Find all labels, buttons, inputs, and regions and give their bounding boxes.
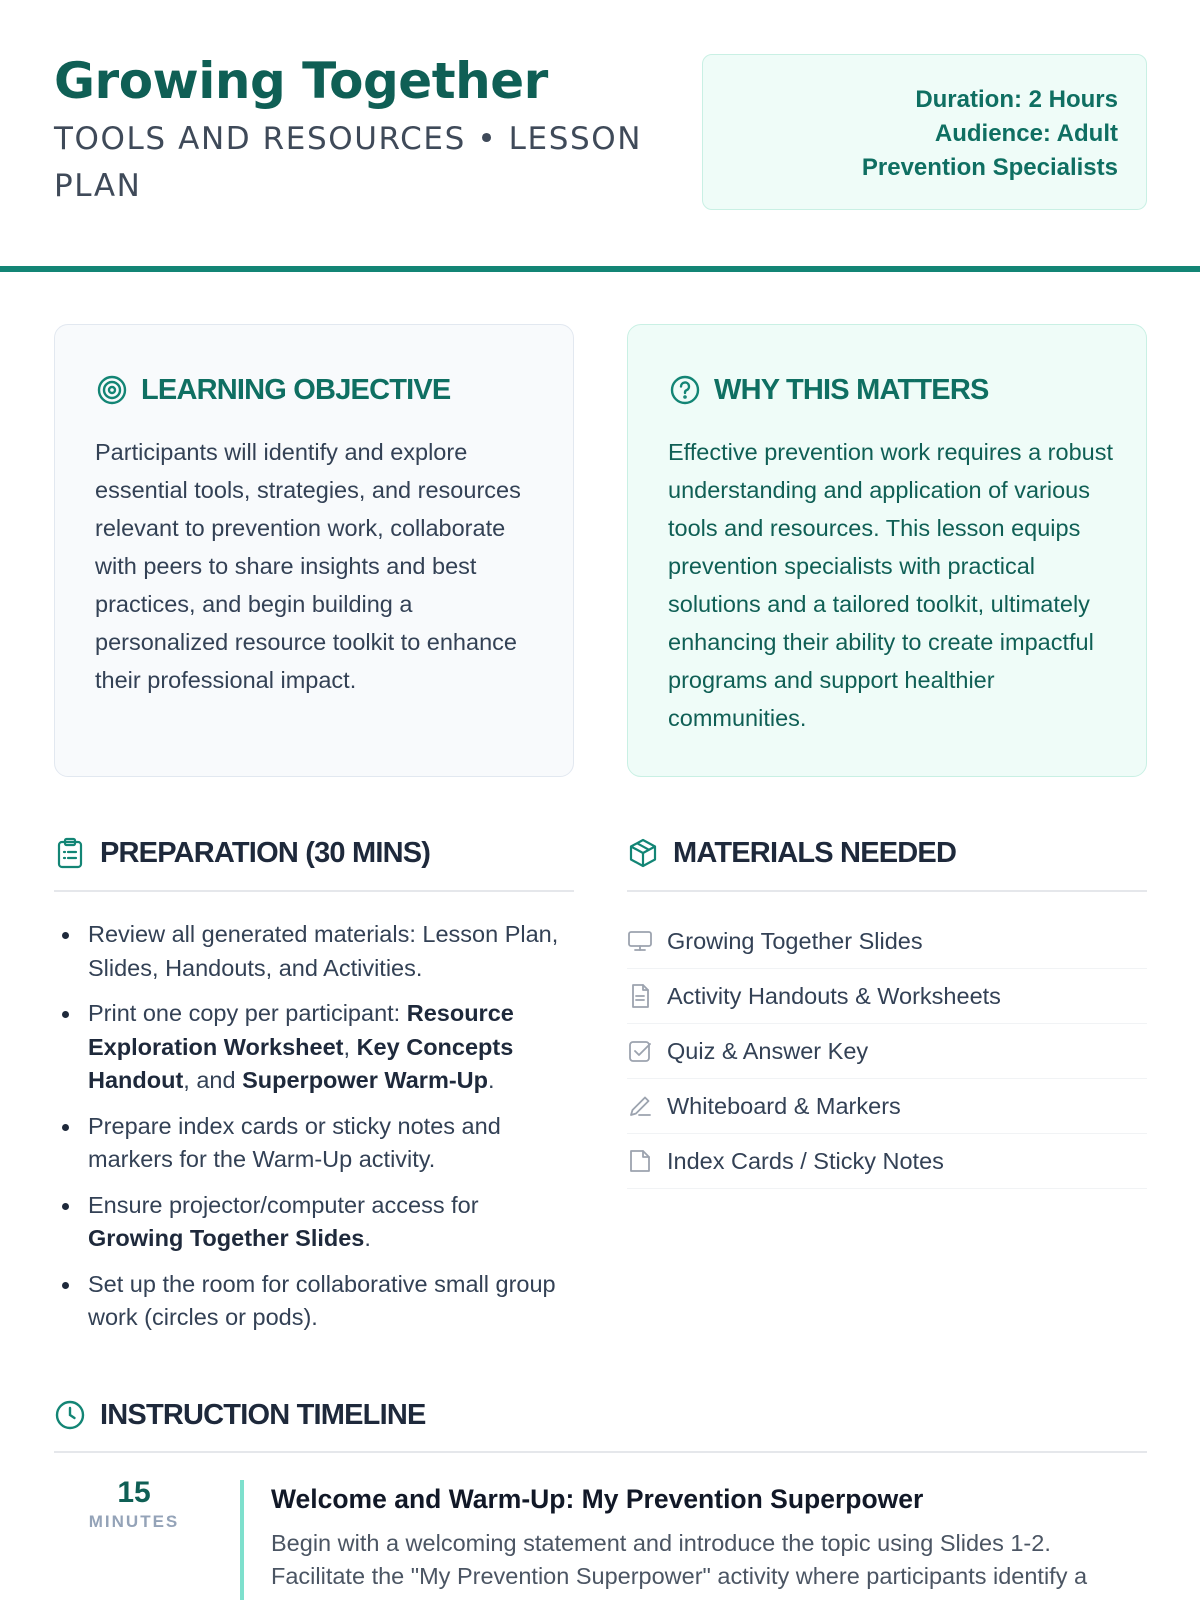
preparation-title: PREPARATION (30 MINS) — [100, 836, 431, 869]
timeline-header — [54, 1395, 426, 1435]
list-item — [627, 1024, 1147, 1079]
list-item: Set up the room for collaborative small group work (circles or pods). — [54, 1268, 574, 1335]
audience-text: Audience: Adult Prevention Specialists — [861, 120, 1118, 181]
timeline-minutes: 15 — [117, 1476, 151, 1509]
material-label: Quiz & Answer Key — [667, 1037, 869, 1064]
list-item: Prepare index cards or sticky notes and markers for the Warm-Up activity. — [54, 1110, 574, 1177]
material-label: Growing Together Slides — [667, 927, 923, 954]
page-header — [0, 0, 1200, 272]
why-this-matters-text: Effective prevention work requires a robust understanding and application of various tools and resources. This lesson equips prevention specialists with practical solutions and a tailored toolkit, ultimately enhancing their ability to create impactful programs and support healthier communities. — [668, 439, 1113, 731]
list-item: Review all generated materials: Lesson Plan, Slides, Handouts, and Activities. — [54, 918, 574, 985]
preparation-list — [54, 918, 574, 1347]
target-icon — [95, 373, 129, 407]
question-circle-icon — [668, 373, 702, 407]
pen-icon — [627, 1093, 653, 1119]
timeline-minutes-unit: MINUTES — [88, 1512, 180, 1531]
preparation-header — [54, 833, 430, 873]
timeline-accent-bar — [240, 1480, 244, 1600]
page-title: Growing Together — [54, 52, 548, 110]
materials-list — [627, 914, 1147, 1189]
why-this-matters-title: WHY THIS MATTERS — [714, 373, 989, 406]
why-this-matters-card — [627, 324, 1147, 777]
clipboard-icon — [54, 837, 86, 869]
list-item — [627, 1134, 1147, 1189]
list-item — [627, 914, 1147, 969]
list-item — [627, 1079, 1147, 1134]
material-label: Index Cards / Sticky Notes — [667, 1147, 944, 1174]
document-icon — [627, 983, 653, 1009]
timeline-entry-title: Welcome and Warm-Up: My Prevention Superpower — [271, 1484, 924, 1514]
timeline-title: INSTRUCTION TIMELINE — [100, 1398, 426, 1431]
learning-objective-text: Participants will identify and explore essential tools, strategies, and resources relevant to prevention work, collaborate with peers to share insights and best practices, and begin building a personalized resource toolkit to enhance their professional impact. — [95, 439, 521, 693]
lesson-meta-box — [702, 54, 1147, 210]
preparation-divider — [54, 890, 574, 892]
list-item: Print one copy per participant: Resource Exploration Worksheet, Key Concepts Handout, and Superpower Warm-Up. — [54, 997, 574, 1098]
clock-icon — [54, 1399, 86, 1431]
timeline-entry-description: Begin with a welcoming statement and introduce the topic using Slides 1-2. Facilitate the "My Prevention Superpower" activity where participants identify a — [271, 1530, 1088, 1589]
learning-objective-card — [54, 324, 574, 777]
materials-divider — [627, 890, 1147, 892]
material-label: Activity Handouts & Worksheets — [667, 982, 1001, 1009]
duration-text: Duration: 2 Hours — [915, 86, 1118, 113]
learning-objective-title: LEARNING OBJECTIVE — [141, 373, 451, 406]
page-subtitle: TOOLS AND RESOURCES • LESSON PLAN — [54, 121, 643, 204]
package-icon — [627, 837, 659, 869]
timeline-divider — [54, 1451, 1147, 1453]
checkbox-icon — [627, 1038, 653, 1064]
list-item: Ensure projector/computer access for Growing Together Slides. — [54, 1189, 574, 1256]
monitor-icon — [627, 928, 653, 954]
materials-header — [627, 833, 956, 873]
list-item — [627, 969, 1147, 1024]
material-label: Whiteboard & Markers — [667, 1092, 901, 1119]
note-icon — [627, 1148, 653, 1174]
materials-title: MATERIALS NEEDED — [673, 836, 957, 869]
